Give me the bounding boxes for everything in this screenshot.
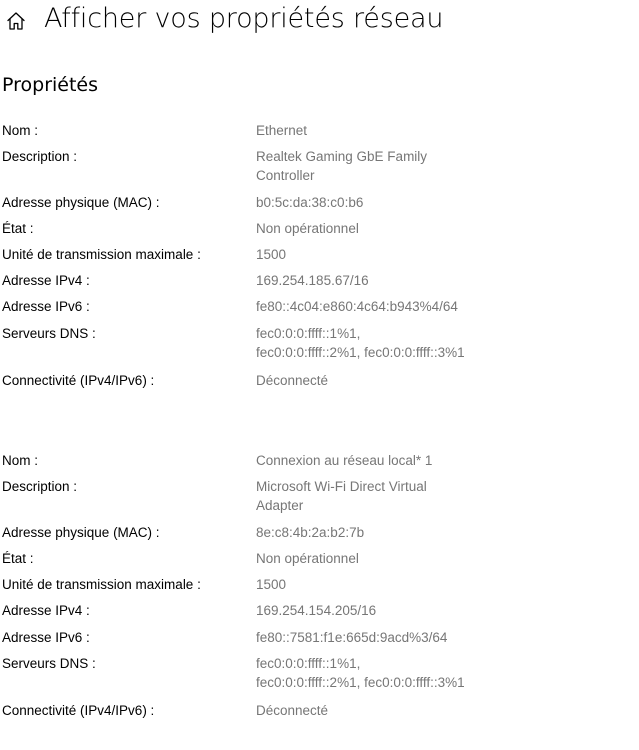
- mtu-value-text: 1500: [256, 247, 287, 262]
- mac-label: Adresse physique (MAC) :: [2, 525, 160, 540]
- mtu-label: Unité de transmission maximale :: [2, 577, 201, 592]
- ipv4-value-text: 169.254.154.205/16: [256, 603, 377, 618]
- ipv4-value: [256, 601, 376, 620]
- name-label: Nom :: [2, 453, 39, 468]
- dns-value: [256, 324, 465, 362]
- ipv6-label: Adresse IPv6 :: [2, 630, 90, 645]
- dns-line: fec0:0:0:ffff::2%1, fec0:0:0:ffff::3%1: [256, 345, 465, 360]
- ipv4-value: [256, 271, 369, 290]
- mtu-value: [256, 575, 286, 594]
- connectivity-value-text: Déconnecté: [256, 703, 329, 718]
- state-value: [256, 549, 359, 568]
- mtu-value: [256, 245, 286, 264]
- name-value-text: Ethernet: [256, 123, 308, 138]
- connectivity-value: [256, 701, 328, 720]
- mac-value-text: b0:5c:da:38:c0:b6: [256, 195, 364, 210]
- ipv6-value-text: fe80::4c04:e860:4c64:b943%4/64: [256, 299, 458, 314]
- description-value: [256, 477, 427, 515]
- connectivity-label: Connectivité (IPv4/IPv6) :: [2, 703, 155, 718]
- name-value-text: Connexion au réseau local* 1: [256, 453, 433, 468]
- page-header: [0, 0, 639, 46]
- mac-value: [256, 523, 364, 542]
- mac-value: [256, 193, 363, 212]
- connectivity-value: [256, 371, 328, 390]
- name-value: [256, 121, 307, 140]
- mac-label: Adresse physique (MAC) :: [2, 195, 160, 210]
- state-label: État :: [2, 221, 34, 236]
- ipv4-value-text: 169.254.185.67/16: [256, 273, 369, 288]
- dns-line: fec0:0:0:ffff::1%1,: [256, 656, 361, 671]
- ipv4-label: Adresse IPv4 :: [2, 603, 90, 618]
- dns-line: fec0:0:0:ffff::1%1,: [256, 326, 361, 341]
- connectivity-value-text: Déconnecté: [256, 373, 329, 388]
- state-value: [256, 219, 359, 238]
- state-value-text: Non opérationnel: [256, 221, 359, 236]
- state-value-text: Non opérationnel: [256, 551, 359, 566]
- ipv6-value: [256, 297, 458, 316]
- page-title: Afficher vos propriétés réseau: [44, 3, 444, 34]
- description-line: Adapter: [256, 498, 304, 513]
- mac-value-text: 8e:c8:4b:2a:b2:7b: [256, 525, 365, 540]
- section-title: Propriétés: [2, 74, 99, 96]
- ipv4-label: Adresse IPv4 :: [2, 273, 90, 288]
- description-value: [256, 147, 427, 185]
- ipv6-label: Adresse IPv6 :: [2, 299, 90, 314]
- home-icon[interactable]: [4, 9, 28, 33]
- state-label: État :: [2, 551, 34, 566]
- connectivity-label: Connectivité (IPv4/IPv6) :: [2, 373, 155, 388]
- dns-line: fec0:0:0:ffff::2%1, fec0:0:0:ffff::3%1: [256, 675, 465, 690]
- ipv6-value: [256, 628, 447, 647]
- mtu-label: Unité de transmission maximale :: [2, 247, 201, 262]
- description-label: Description :: [2, 479, 78, 494]
- ipv6-value-text: fe80::7581:f1e:665d:9acd%3/64: [256, 630, 448, 645]
- mtu-value-text: 1500: [256, 577, 287, 592]
- dns-label: Serveurs DNS :: [2, 656, 96, 671]
- dns-value: [256, 654, 465, 692]
- name-label: Nom :: [2, 123, 39, 138]
- description-label: Description :: [2, 149, 78, 164]
- description-line: Realtek Gaming GbE Family: [256, 149, 428, 164]
- description-line: Controller: [256, 168, 315, 183]
- name-value: [256, 451, 432, 470]
- dns-label: Serveurs DNS :: [2, 326, 96, 341]
- description-line: Microsoft Wi-Fi Direct Virtual: [256, 479, 427, 494]
